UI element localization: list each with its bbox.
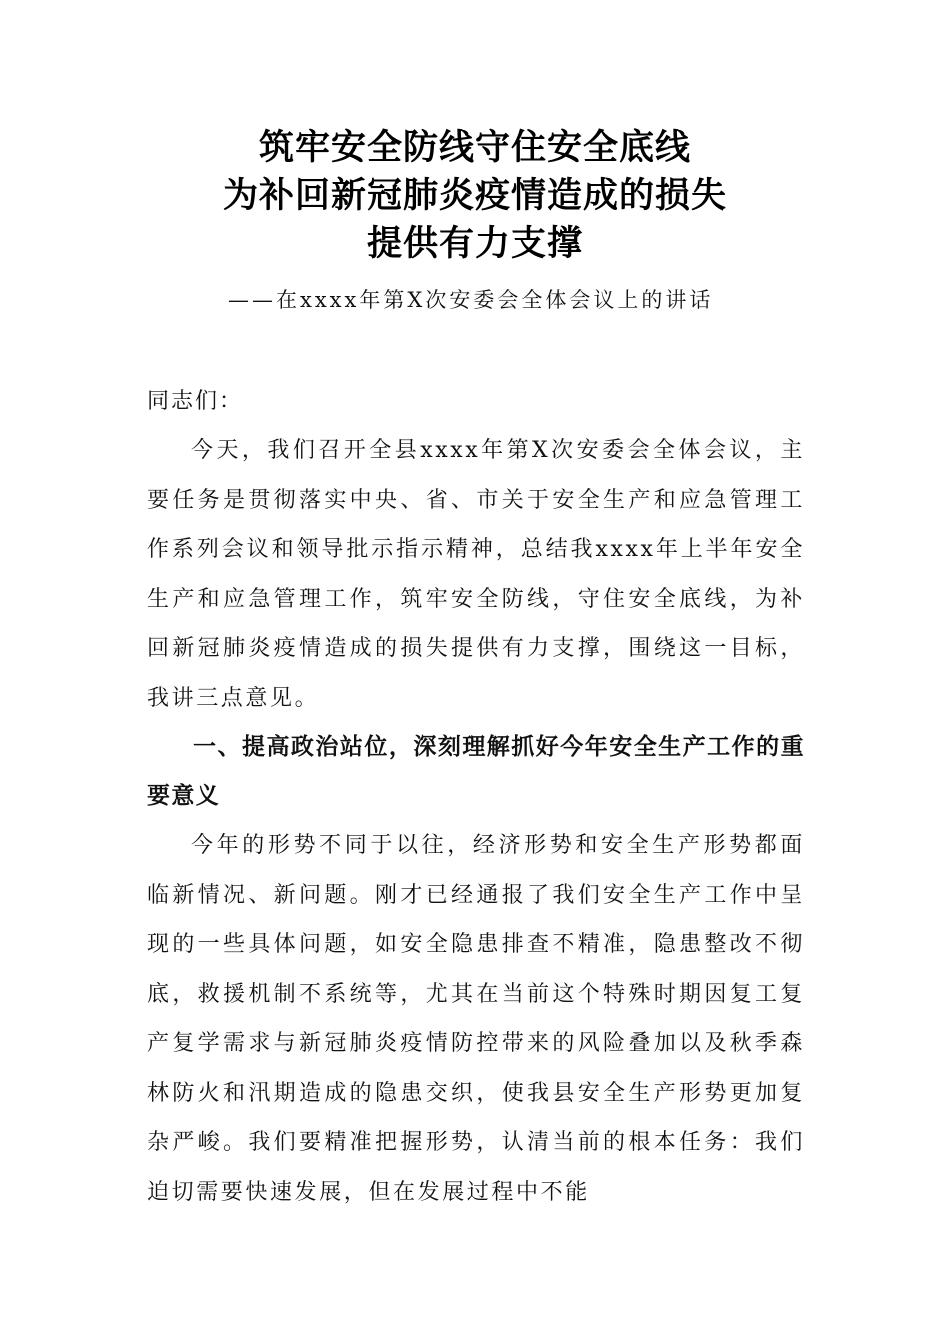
document-body xyxy=(147,378,805,1217)
title-line-1: 筑牢安全防线守住安全底线 xyxy=(258,128,691,168)
paragraph-intro: 今天，我们召开全县xxxx年第X次安委会全体会议，主要任务是贯彻落实中央、省、市关于安全生产和应急管理工作系列会议和领导批示指示精神，总结我xxxx年上半年安全生产和应急管理工作，筑牢安全防线，守住安全底线，为补回新冠肺炎疫情造成的损失提供有力支撑，围绕这一目标，我讲三点意见。 xyxy=(147,438,805,711)
section-heading-1: 一、提高政治站位，深刻理解抓好今年安全生产工作的重要意义 xyxy=(147,734,805,809)
salutation: 同志们： xyxy=(147,389,244,414)
document-title xyxy=(0,124,950,268)
document-subtitle: ——在xxxx年第X次安委会全体会议上的讲话 xyxy=(228,288,714,312)
paragraph-situation: 今年的形势不同于以往，经济形势和安全生产形势都面临新情况、新问题。刚才已经通报了我们安全生产工作中呈现的一些具体问题，如安全隐患排查不精准，隐患整改不彻底，救援机制不系统等，尤其在当前这个特殊时期因复工复产复学需求与新冠肺炎疫情防控带来的风险叠加以及秋季森林防火和汛期造成的隐患交织，使我县安全生产形势更加复杂严峻。我们要精准把握形势，认清当前的根本任务：我们迫切需要快速发展，但在发展过程中不能 xyxy=(147,833,805,1205)
title-line-3: 提供有力支撑 xyxy=(366,224,583,264)
title-line-2: 为补回新冠肺炎疫情造成的损失 xyxy=(222,176,727,216)
